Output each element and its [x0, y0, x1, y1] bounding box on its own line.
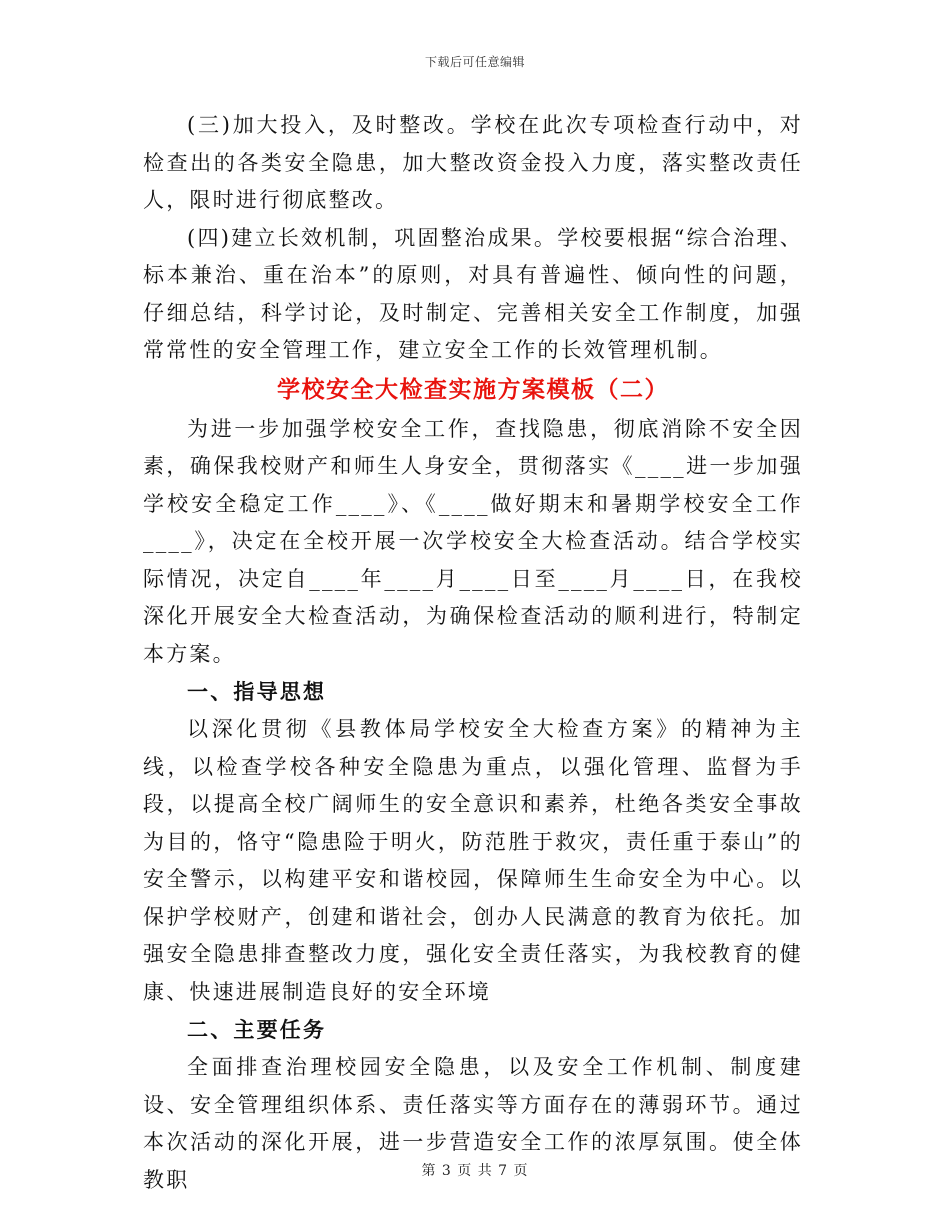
paragraph-section-4: (四)建立长效机制，巩固整治成果。学校要根据“综合治理、标本兼治、重在治本”的原则，对具有普遍性、倾向性的问题，仔细总结，科学讨论，及时制定、完善相关安全工作制度，加强常常性的安全管理工作，建立安全工作的长效管理机制。: [143, 225, 803, 362]
guiding-paragraph: 以深化贯彻《县教体局学校安全大检查方案》的精神为主线，以检查学校各种安全隐患为重点，以强化管理、监督为手段，以提高全校广阔师生的安全意识和素养，杜绝各类安全事故为目的，恪守“隐患险于明火，防范胜于救灾，责任重于泰山”的安全警示，以构建平安和谐校园，保障师生生命安全为中心。以保护学校财产，创建和谐社会，创办人民满意的教育为依托。加强安全隐患排查整改力度，强化安全责任落实，为我校教育的健康、快速进展制造良好的安全环境: [143, 717, 803, 1004]
page-number: 第 3 页 共 7 页: [421, 1163, 529, 1179]
heading-main-tasks: 二、主要任务: [187, 1018, 327, 1042]
heading-guiding-ideology: 一、指导思想: [187, 680, 327, 704]
document-body: [143, 107, 803, 1199]
paragraph-section-3: (三)加大投入，及时整改。学校在此次专项检查行动中，对检查出的各类安全隐患，加大整改资金投入力度，落实整改责任人，限时进行彻底整改。: [143, 113, 803, 212]
document-title: 学校安全大检查实施方案模板（二）: [277, 376, 669, 403]
intro-paragraph: 为进一步加强学校安全工作，查找隐患，彻底消除不安全因素，确保我校财产和师生人身安全，贯彻落实《____进一步加强学校安全稳定工作____》、《____做好期末和暑期学校安全工作____》，决定在全校开展一次学校安全大检查活动。结合学校实际情况，决定自____年____月____日至____月____日，在我校深化开展安全大检查活动，为确保检查活动的顺利进行，特制定本方案。: [143, 416, 803, 666]
tasks-paragraph: 全面排查治理校园安全隐患，以及安全工作机制、制度建设、安全管理组织体系、责任落实等方面存在的薄弱环节。通过本次活动的深化开展，进一步营造安全工作的浓厚氛围。使全体教职: [143, 1055, 803, 1192]
header-note: 下载后可任意编辑: [424, 55, 525, 69]
